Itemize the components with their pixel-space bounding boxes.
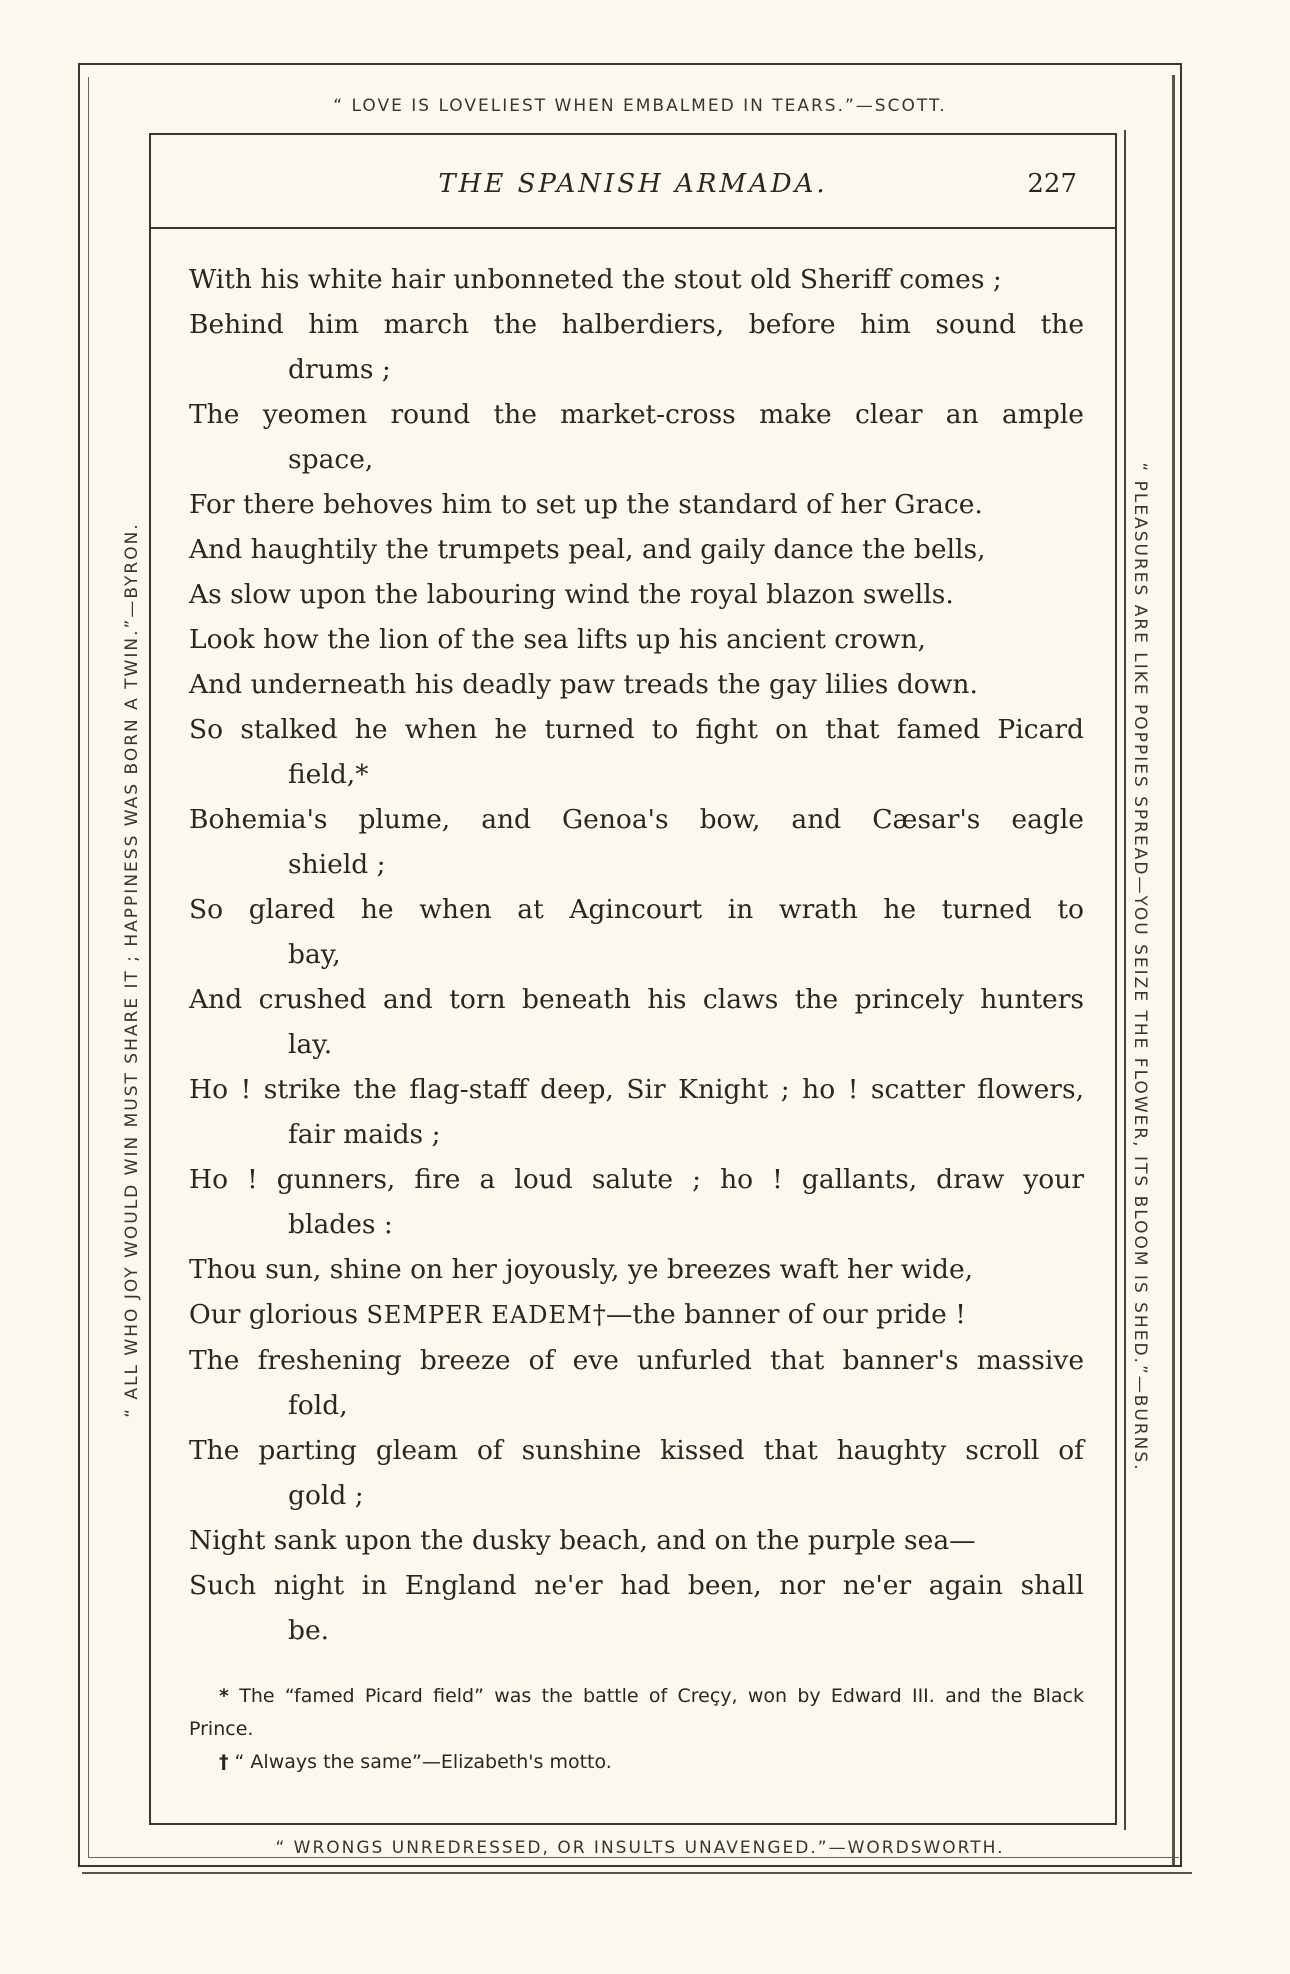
poem-line: With his white hair unbonneted the stout old Sheriff comes ;	[189, 264, 1002, 295]
poem-line: The yeomen round the market-cross make clear an ample	[189, 399, 1084, 430]
poem-line: For there behoves him to set up the standard of her Grace.	[189, 489, 983, 520]
poem-line: And haughtily the trumpets peal, and gaily dance the bells,	[189, 534, 986, 565]
poem-line-continuation: field,*	[288, 759, 369, 790]
poem-line: Night sank upon the dusky beach, and on the purple sea—	[189, 1525, 976, 1556]
poem-line-continuation: drums ;	[288, 354, 391, 385]
poem-line-continuation: bay,	[288, 939, 341, 970]
poem-line: Bohemia's plume, and Genoa's bow, and Cæsar's eagle	[189, 804, 1084, 835]
poem-line-motto	[189, 1292, 1084, 1338]
poem-line-continuation: fair maids ;	[288, 1119, 441, 1150]
running-title: THE SPANISH ARMADA.	[438, 169, 828, 199]
poem-line-continuation: gold ;	[288, 1480, 364, 1511]
poem-line: The parting gleam of sunshine kissed that haughty scroll of	[189, 1435, 1084, 1466]
poem-line: Such night in England ne'er had been, nor ne'er again shall	[189, 1570, 1084, 1601]
footnote-star-mark: *	[219, 1685, 229, 1707]
border-quote-bottom: “ WRONGS UNREDRESSED, OR INSULTS UNAVENGED.”—WORDSWORTH.	[275, 1838, 1005, 1858]
poem-line-continuation: fold,	[288, 1390, 348, 1421]
motto-small-caps: SEMPER EADEM	[366, 1301, 593, 1329]
footnote-star-text: The “famed Picard field” was the battle of Creçy, won by Edward III. and the Black Prince.	[189, 1685, 1084, 1740]
border-quote-right: “ PLEASURES ARE LIKE POPPIES SPREAD—YOU SEIZE THE FLOWER, ITS BLOOM IS SHED.”—BURNS.	[1130, 462, 1150, 1472]
poem-line: Ho ! strike the flag-staff deep, Sir Knight ; ho ! scatter flowers,	[189, 1074, 1084, 1105]
poem-line: Thou sun, shine on her joyously, ye breezes waft her wide,	[189, 1254, 974, 1285]
poem-line-continuation: shield ;	[288, 849, 386, 880]
footnote-dagger-mark: †	[219, 1751, 229, 1773]
outer-border-bottom-rule	[82, 1872, 1192, 1874]
motto-suffix: †—the banner of our pride !	[592, 1299, 966, 1330]
header-rule	[151, 227, 1115, 229]
poem-line-continuation: be.	[288, 1615, 330, 1646]
poem-line: Ho ! gunners, fire a loud salute ; ho ! gallants, draw your	[189, 1164, 1084, 1195]
poem-line: Behind him march the halberdiers, before him sound the	[189, 309, 1084, 340]
border-quote-top: “ LOVE IS LOVELIEST WHEN EMBALMED IN TEARS.”—SCOTT.	[333, 96, 947, 116]
outer-border-right-rule	[1172, 75, 1175, 1865]
poem	[189, 257, 1084, 1653]
footnote-dagger-text: “ Always the same”—Elizabeth's motto.	[234, 1751, 612, 1773]
footnotes	[189, 1680, 1084, 1779]
poem-line: As slow upon the labouring wind the royal blazon swells.	[189, 579, 954, 610]
footnote-star	[189, 1680, 1084, 1746]
poem-line: So stalked he when he turned to fight on that famed Picard	[189, 714, 1084, 745]
poem-line: So glared he when at Agincourt in wrath he turned to	[189, 894, 1084, 925]
inner-border-right-rule	[1116, 130, 1126, 1830]
poem-line-continuation: lay.	[288, 1029, 333, 1060]
poem-line: And crushed and torn beneath his claws the princely hunters	[189, 984, 1084, 1015]
poem-line: Look how the lion of the sea lifts up his ancient crown,	[189, 624, 926, 655]
motto-prefix: Our glorious	[189, 1299, 367, 1330]
poem-line-continuation: blades :	[288, 1209, 393, 1240]
poem-line: The freshening breeze of eve unfurled that banner's massive	[189, 1345, 1084, 1376]
border-quote-left: “ ALL WHO JOY WOULD WIN MUST SHARE IT ; HAPPINESS WAS BORN A TWIN.”—BYRON.	[122, 522, 142, 1418]
poem-line-continuation: space,	[288, 444, 374, 475]
poem-line: And underneath his deadly paw treads the gay lilies down.	[189, 669, 978, 700]
page-number: 227	[1027, 169, 1077, 199]
text-frame	[149, 133, 1117, 1825]
footnote-dagger	[189, 1746, 1084, 1779]
